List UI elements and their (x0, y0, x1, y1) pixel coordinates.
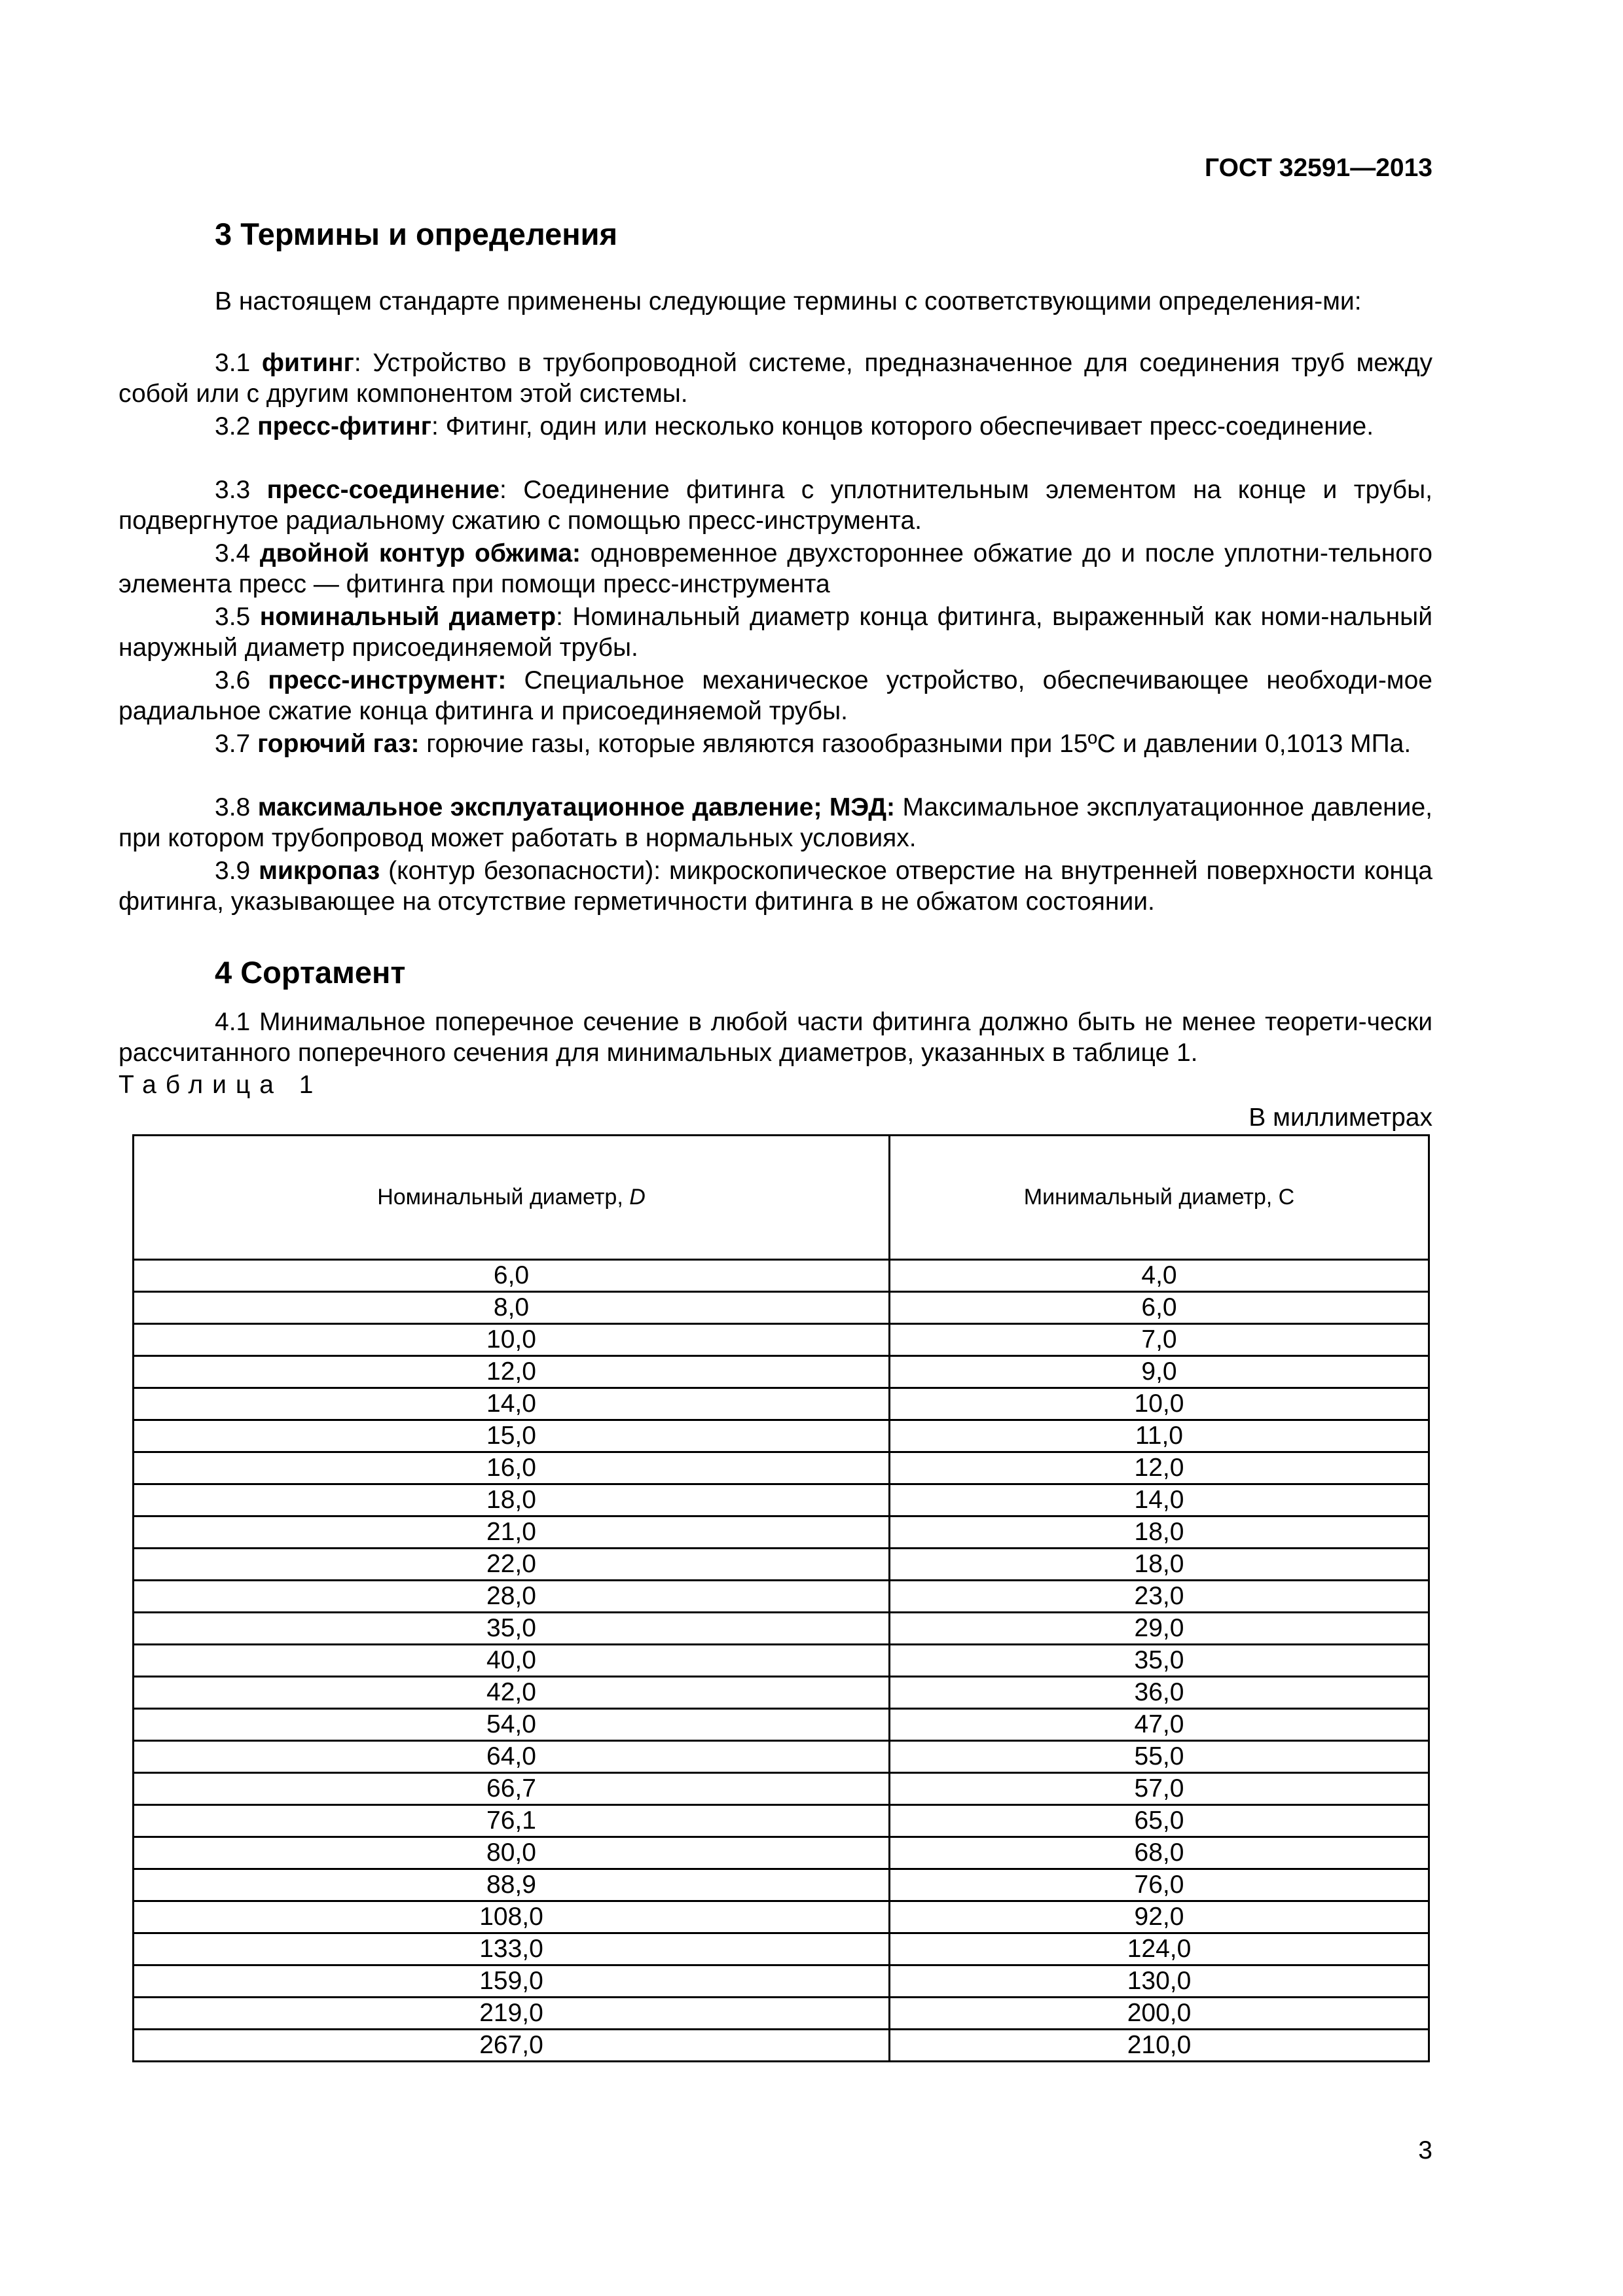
page-number: 3 (1418, 2136, 1432, 2164)
cell-nominal-diameter: 35,0 (134, 1613, 890, 1645)
term-definition (119, 601, 1432, 663)
table-row (134, 1933, 1429, 1965)
cell-min-diameter: 200,0 (890, 1998, 1429, 2030)
section-3-intro: В настоящем стандарте применены следующие термины с соответствующими определения-ми: (215, 287, 1362, 315)
table-row (134, 1420, 1429, 1452)
table-row (134, 1645, 1429, 1677)
cell-min-diameter: 10,0 (890, 1388, 1429, 1420)
cell-nominal-diameter: 133,0 (134, 1933, 890, 1965)
term-number: 3.4 (215, 539, 260, 567)
term-number: 3.5 (215, 603, 260, 631)
cell-min-diameter: 35,0 (890, 1645, 1429, 1677)
cell-min-diameter: 11,0 (890, 1420, 1429, 1452)
term-text: : Номинальный диаметр конца фитинга, выраженный как номи-нальный наружный диаметр присоединяемой трубы. (119, 603, 1432, 662)
table-row (134, 1484, 1429, 1516)
term-number: 3.3 (215, 476, 267, 504)
cell-nominal-diameter: 88,9 (134, 1869, 890, 1901)
term-name: горючий газ: (257, 730, 420, 758)
term-definition (119, 855, 1432, 917)
cell-min-diameter: 36,0 (890, 1677, 1429, 1709)
cell-min-diameter: 68,0 (890, 1837, 1429, 1869)
cell-nominal-diameter: 80,0 (134, 1837, 890, 1869)
section-4-title: 4 Сортамент (215, 955, 406, 990)
table-body (134, 1260, 1429, 2062)
document-code: ГОСТ 32591—2013 (1205, 154, 1432, 182)
table-row (134, 1356, 1429, 1388)
cell-min-diameter: 4,0 (890, 1260, 1429, 1292)
cell-min-diameter: 47,0 (890, 1709, 1429, 1741)
header-nominal-symbol: D (629, 1185, 646, 1210)
cell-nominal-diameter: 16,0 (134, 1452, 890, 1484)
table-units: В миллиметрах (1249, 1103, 1432, 1132)
cell-min-diameter: 57,0 (890, 1773, 1429, 1805)
table-header-row (134, 1136, 1429, 1260)
cell-nominal-diameter: 18,0 (134, 1484, 890, 1516)
cell-nominal-diameter: 21,0 (134, 1516, 890, 1549)
table-row (134, 1837, 1429, 1869)
cell-min-diameter: 14,0 (890, 1484, 1429, 1516)
cell-nominal-diameter: 267,0 (134, 2030, 890, 2062)
cell-min-diameter: 92,0 (890, 1901, 1429, 1933)
cell-min-diameter: 9,0 (890, 1356, 1429, 1388)
table-row (134, 1581, 1429, 1613)
cell-min-diameter: 6,0 (890, 1292, 1429, 1324)
term-name: двойной контур обжима: (259, 539, 581, 567)
cell-nominal-diameter: 108,0 (134, 1901, 890, 1933)
cell-min-diameter: 124,0 (890, 1933, 1429, 1965)
term-text: Специальное механическое устройство, обеспечивающее необходи-мое радиальное сжатие конца фитинга и присоединяемой трубы. (119, 666, 1432, 725)
table-row (134, 1869, 1429, 1901)
term-definition (119, 475, 1432, 536)
cell-nominal-diameter: 159,0 (134, 1965, 890, 1998)
table-row (134, 1516, 1429, 1549)
table-row (134, 1452, 1429, 1484)
term-number: 3.8 (215, 793, 258, 821)
term-name: максимальное эксплуатационное давление; МЭД: (257, 793, 895, 821)
cell-nominal-diameter: 6,0 (134, 1260, 890, 1292)
cell-nominal-diameter: 76,1 (134, 1805, 890, 1837)
sizes-table (132, 1134, 1430, 2062)
cell-min-diameter: 29,0 (890, 1613, 1429, 1645)
table-row (134, 1998, 1429, 2030)
term-definition (119, 792, 1432, 853)
table-row (134, 1741, 1429, 1773)
table-row (134, 1901, 1429, 1933)
term-text: Максимальное эксплуатационное давление, при котором трубопровод может работать в нормальных условиях. (119, 793, 1432, 852)
term-text: : Устройство в трубопроводной системе, предназначенное для соединения труб между собой или с другим компонентом этой системы. (119, 349, 1432, 408)
term-text: горючие газы, которые являются газообразными при 15ºС и давлении 0,1013 МПа. (419, 730, 1412, 758)
cell-nominal-diameter: 42,0 (134, 1677, 890, 1709)
term-definition (119, 728, 1432, 759)
term-text: (контур безопасности): микроскопическое отверстие на внутренней поверхности конца фитинга, указывающее на отсутствие герметичности фитинга в не обжатом состоянии. (119, 857, 1432, 916)
table-row (134, 1773, 1429, 1805)
table-row (134, 1613, 1429, 1645)
cell-min-diameter: 130,0 (890, 1965, 1429, 1998)
cell-min-diameter: 65,0 (890, 1805, 1429, 1837)
term-name: фитинг (261, 349, 354, 377)
cell-nominal-diameter: 28,0 (134, 1581, 890, 1613)
term-name: пресс-соединение (266, 476, 500, 504)
cell-min-diameter: 18,0 (890, 1549, 1429, 1581)
term-number: 3.9 (215, 857, 259, 885)
header-min-diameter: Минимальный диаметр, С (890, 1136, 1429, 1260)
term-definition (119, 538, 1432, 600)
term-text: : Фитинг, один или несколько концов которого обеспечивает пресс-соединение. (431, 412, 1374, 440)
header-nominal-label: Номинальный диаметр, (377, 1185, 630, 1210)
table-caption: Таблица 1 (119, 1071, 323, 1099)
cell-nominal-diameter: 8,0 (134, 1292, 890, 1324)
term-text: одновременное двухстороннее обжатие до и после уплотни-тельного элемента пресс — фитинга при помощи пресс-инструмента (119, 539, 1432, 598)
table-row (134, 1805, 1429, 1837)
term-number: 3.1 (215, 349, 262, 377)
term-definition (119, 348, 1432, 409)
term-name: пресс-фитинг (257, 412, 431, 440)
table-row (134, 2030, 1429, 2062)
cell-nominal-diameter: 15,0 (134, 1420, 890, 1452)
term-definition (119, 411, 1432, 442)
table-row (134, 1677, 1429, 1709)
table-row (134, 1549, 1429, 1581)
table-row (134, 1292, 1429, 1324)
cell-min-diameter: 18,0 (890, 1516, 1429, 1549)
cell-min-diameter: 12,0 (890, 1452, 1429, 1484)
term-number: 3.6 (215, 666, 268, 694)
section-3-title: 3 Термины и определения (215, 217, 617, 251)
cell-nominal-diameter: 12,0 (134, 1356, 890, 1388)
cell-nominal-diameter: 64,0 (134, 1741, 890, 1773)
table-row (134, 1965, 1429, 1998)
cell-nominal-diameter: 54,0 (134, 1709, 890, 1741)
cell-min-diameter: 76,0 (890, 1869, 1429, 1901)
cell-nominal-diameter: 14,0 (134, 1388, 890, 1420)
term-text: : Соединение фитинга с уплотнительным элементом на конце и трубы, подвергнутое радиальному сжатию с помощью пресс-инструмента. (119, 476, 1432, 535)
term-number: 3.2 (215, 412, 258, 440)
table-row (134, 1388, 1429, 1420)
header-nominal-diameter (134, 1136, 890, 1260)
term-number: 3.7 (215, 730, 258, 758)
term-definition (119, 665, 1432, 726)
cell-nominal-diameter: 66,7 (134, 1773, 890, 1805)
table-row (134, 1324, 1429, 1356)
cell-nominal-diameter: 40,0 (134, 1645, 890, 1677)
table-row (134, 1709, 1429, 1741)
term-name: пресс-инструмент: (268, 666, 507, 694)
term-name: микропаз (259, 857, 380, 885)
cell-min-diameter: 55,0 (890, 1741, 1429, 1773)
section-4-paragraph: 4.1 Минимальное поперечное сечение в любой части фитинга должно быть не менее теорети-чески рассчитанного поперечного сечения для минимальных диаметров, указанных в таблице 1. (119, 1008, 1432, 1067)
cell-min-diameter: 210,0 (890, 2030, 1429, 2062)
cell-nominal-diameter: 22,0 (134, 1549, 890, 1581)
cell-nominal-diameter: 10,0 (134, 1324, 890, 1356)
term-name: номинальный диаметр (259, 603, 556, 631)
table-row (134, 1260, 1429, 1292)
cell-min-diameter: 23,0 (890, 1581, 1429, 1613)
cell-nominal-diameter: 219,0 (134, 1998, 890, 2030)
cell-min-diameter: 7,0 (890, 1324, 1429, 1356)
